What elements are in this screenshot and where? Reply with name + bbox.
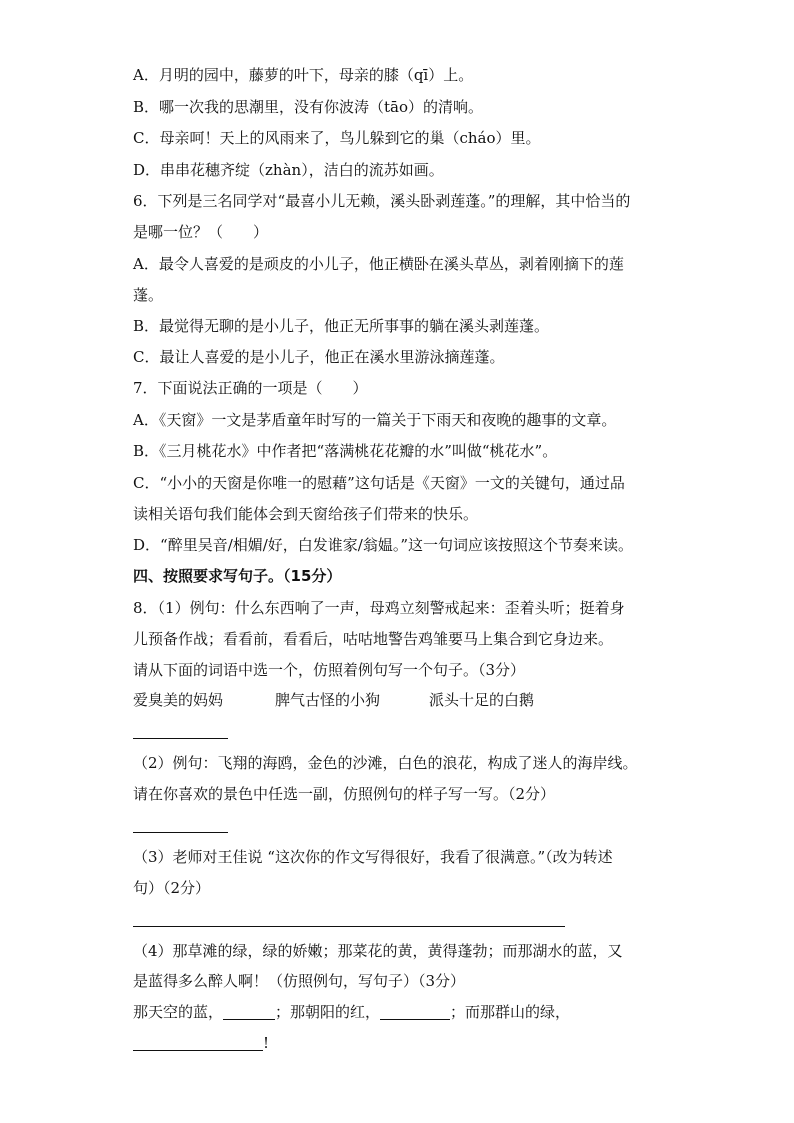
q5-option-b: B．哪一次我的思潮里，没有你波涛（tāo）的清响。 bbox=[133, 98, 484, 116]
answer-line[interactable] bbox=[133, 738, 228, 739]
q8-part3-line2: 句）（2分） bbox=[133, 879, 211, 897]
q6-stem-line2: 是哪一位？（ ） bbox=[133, 223, 269, 241]
q6-option-a-line1: A．最令人喜爱的是顽皮的小儿子，他正横卧在溪头草丛，剥着刚摘下的莲 bbox=[133, 255, 624, 273]
q5-option-d: D．串串花穗齐绽（zhàn），洁白的流苏如画。 bbox=[133, 161, 444, 179]
q8-part4-line1: （4）那草滩的绿，绿的娇嫩；那菜花的黄，黄得蓬勃；而那湖水的蓝，又 bbox=[133, 942, 623, 960]
q8-part1-line3: 请从下面的词语中选一个，仿照着例句写一个句子。（3分） bbox=[133, 661, 526, 679]
fill-blank[interactable] bbox=[223, 1004, 275, 1020]
q7-option-d: D．“醉里吴音/相媚/好，白发谁家/翁媪。”这一句词应该按照这个节奏来读。 bbox=[133, 536, 634, 554]
q8-part1-line1: 8．（1）例句：什么东西响了一声，母鸡立刻警戒起来：歪着头听；挺着身 bbox=[133, 599, 625, 617]
q6-option-c: C．最让人喜爱的是小儿子，他正在溪水里游泳摘莲蓬。 bbox=[133, 348, 505, 366]
q7-option-b: B．《三月桃花水》中作者把“落满桃花花瓣的水”叫做“桃花水”。 bbox=[133, 442, 558, 460]
fill-blank[interactable] bbox=[380, 1004, 450, 1020]
fill-text: 那天空的蓝， bbox=[133, 1003, 224, 1021]
q7-stem: 7．下面说法正确的一项是（ ） bbox=[133, 379, 368, 397]
q6-option-a-line2: 蓬。 bbox=[133, 286, 164, 304]
q8-part3-line1: （3）老师对王佳说 “这次你的作文写得很好，我看了很满意。”（改为转述 bbox=[133, 848, 613, 866]
q7-option-a: A．《天窗》一文是茅盾童年时写的一篇关于下雨天和夜晚的趣事的文章。 bbox=[133, 411, 617, 429]
q8-part4-line2: 是蓝得多么醉人啊！（仿照例句，写句子）（3分） bbox=[133, 972, 466, 990]
fill-text: ；那朝阳的红， bbox=[275, 1003, 381, 1021]
fill-blank[interactable] bbox=[133, 1035, 263, 1051]
word-choice: 爱臭美的妈妈 bbox=[133, 691, 224, 709]
q5-option-a: A．月明的园中，藤萝的叶下，母亲的膝（qī）上。 bbox=[133, 66, 474, 84]
word-choice: 脾气古怪的小狗 bbox=[275, 691, 381, 709]
answer-line[interactable] bbox=[133, 832, 228, 833]
q7-option-c-line2: 读相关语句我们能体会到天窗给孩子们带来的快乐。 bbox=[133, 505, 479, 523]
q8-part4-fill-line2 bbox=[133, 1033, 269, 1053]
q8-part2-line1: （2）例句：飞翔的海鸥，金色的沙滩，白色的浪花，构成了迷人的海岸线。 bbox=[133, 754, 638, 772]
word-choice: 派头十足的白鹅 bbox=[429, 691, 535, 709]
fill-text: ! bbox=[263, 1034, 270, 1052]
q5-option-c: C．母亲呵！天上的风雨来了，鸟儿躲到它的巢（cháo）里。 bbox=[133, 129, 541, 147]
q8-part2-line2: 请在你喜欢的景色中任选一副，仿照例句的样子写一写。（2分） bbox=[133, 785, 556, 803]
q8-part4-fill-line bbox=[133, 1002, 570, 1022]
q6-option-b: B．最觉得无聊的是小儿子，他正无所事事的躺在溪头剥莲蓬。 bbox=[133, 317, 550, 335]
fill-text: ；而那群山的绿， bbox=[450, 1003, 571, 1021]
q8-part1-line2: 儿预备作战；看看前，看看后，咕咕地警告鸡雏要马上集合到它身边来。 bbox=[133, 630, 614, 648]
q6-stem-line1: 6．下列是三名同学对“最喜小儿无赖，溪头卧剥莲蓬。”的理解，其中恰当的 bbox=[133, 192, 631, 210]
answer-line[interactable] bbox=[133, 926, 565, 927]
q8-part1-word-choices bbox=[133, 690, 534, 710]
section-heading: 四、按照要求写句子。（15分） bbox=[133, 567, 342, 585]
q7-option-c-line1: C．“小小的天窗是你唯一的慰藉”这句话是《天窗》一文的关键句，通过品 bbox=[133, 474, 625, 492]
